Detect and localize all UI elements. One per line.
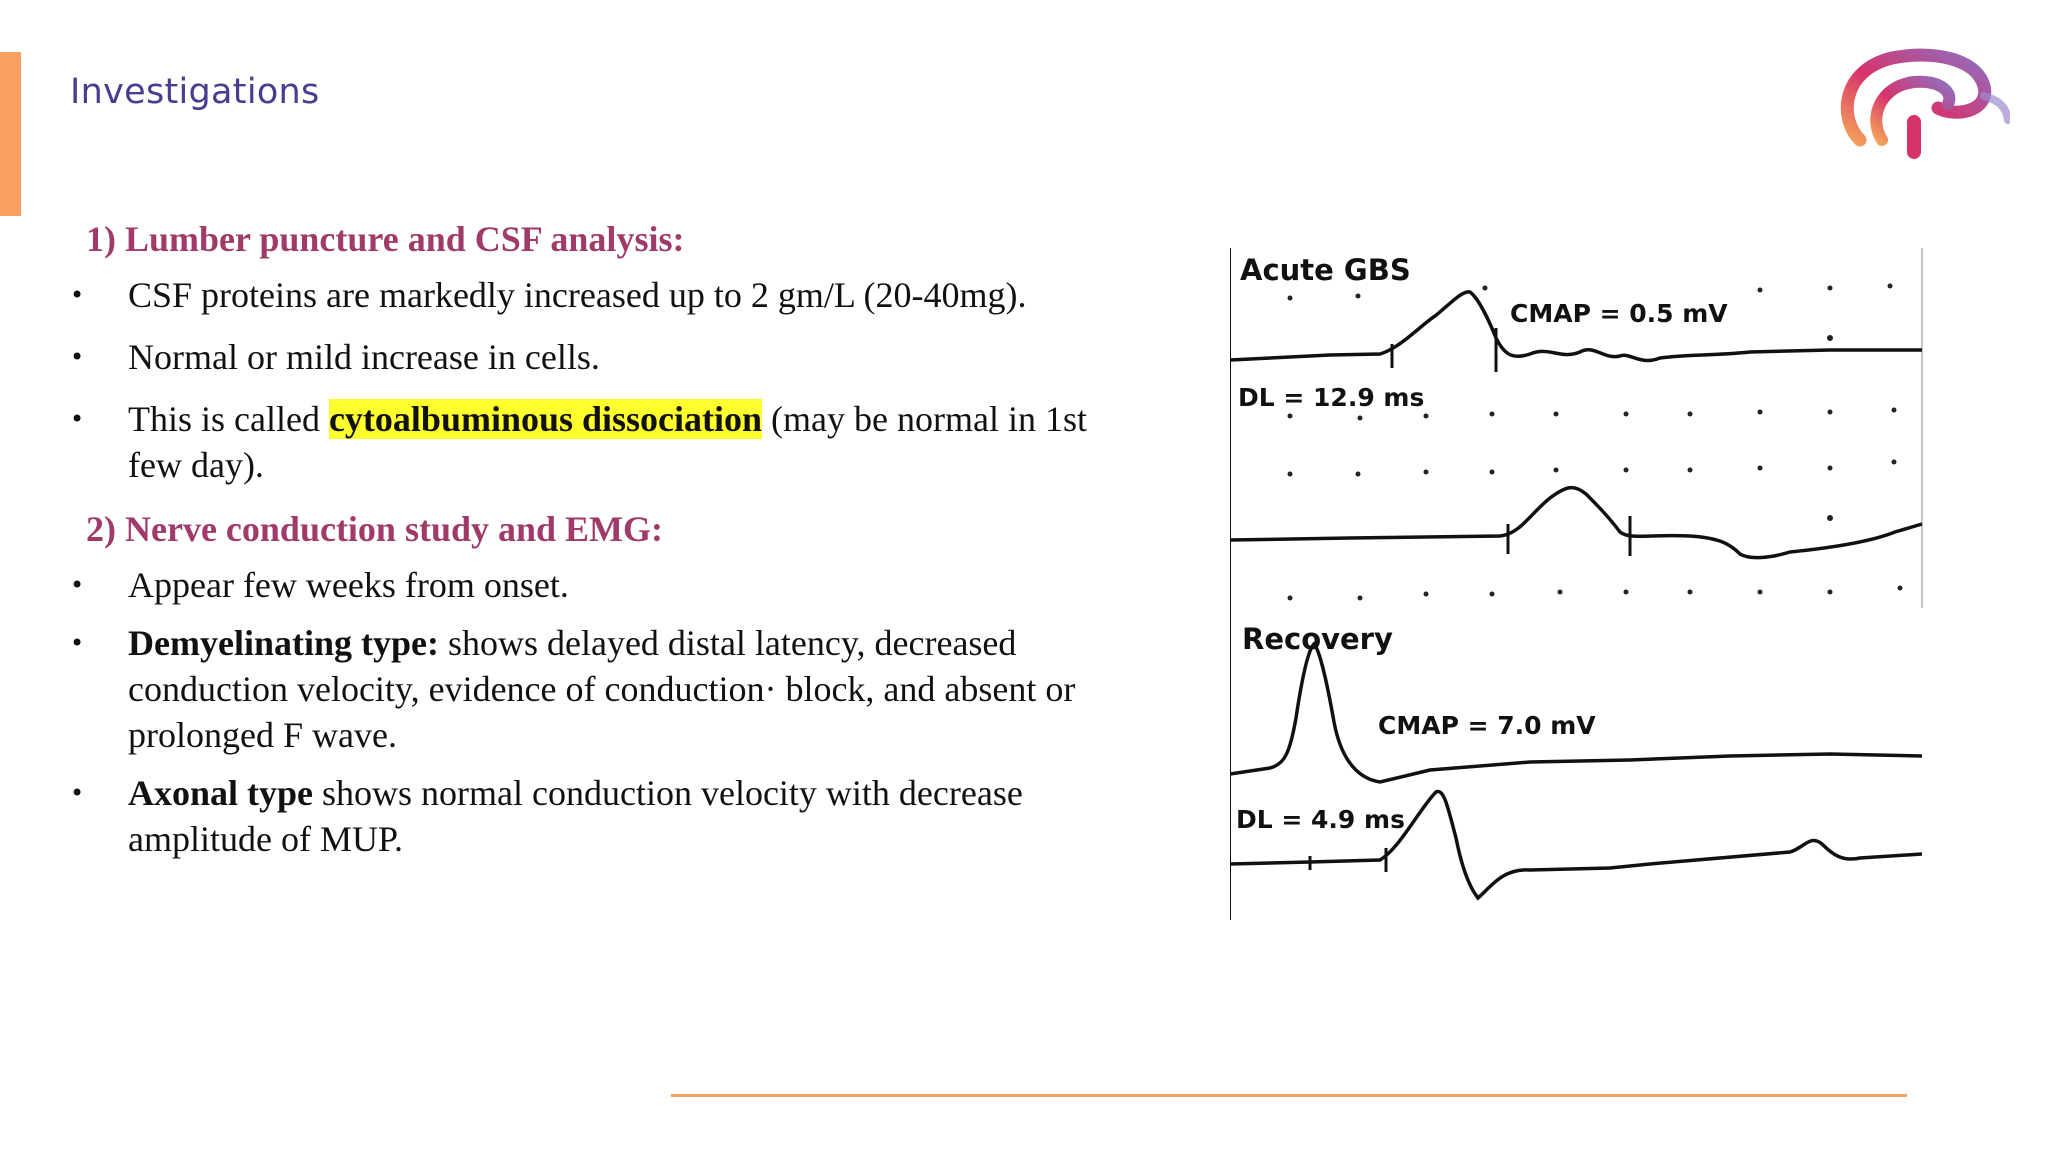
list-item-text: shows normal conduction velocity with decrease xyxy=(313,773,1023,813)
bullet-icon: • xyxy=(70,571,85,599)
label-acute-gbs: Acute GBS xyxy=(1240,253,1411,287)
list-item xyxy=(70,620,1075,758)
list-item-text: prolonged F wave. xyxy=(128,715,397,755)
list-item-text: CSF proteins are markedly increased up to 2 gm/L (20-40mg). xyxy=(128,275,1027,315)
label-cmap-acute: CMAP = 0.5 mV xyxy=(1510,299,1728,328)
term-demyelinating: Demyelinating type: xyxy=(128,623,439,663)
bullet-icon: • xyxy=(70,405,85,433)
list-item-text: Appear few weeks from onset. xyxy=(128,565,569,605)
list-item-text: amplitude of MUP. xyxy=(128,819,403,859)
list-item xyxy=(70,770,1075,862)
label-cmap-recovery: CMAP = 7.0 mV xyxy=(1378,711,1596,740)
slide-title: Investigations xyxy=(70,72,320,112)
list-item-text: (may be normal in 1st xyxy=(762,399,1087,439)
term-axonal: Axonal type xyxy=(128,773,314,813)
label-recovery: Recovery xyxy=(1242,622,1393,656)
list-item-text: shows delayed distal latency, decreased xyxy=(438,623,1017,663)
list-item xyxy=(70,272,1087,318)
bullet-icon: • xyxy=(70,779,85,807)
list-item xyxy=(70,396,1087,488)
section-heading-nerve-conduction: 2) Nerve conduction study and EMG: xyxy=(86,509,664,549)
list-item-text: few day). xyxy=(128,445,264,485)
section-heading-lumbar-puncture: 1) Lumber puncture and CSF analysis: xyxy=(86,219,685,259)
label-dl-recovery: DL = 4.9 ms xyxy=(1236,805,1405,834)
accent-bar xyxy=(0,52,21,216)
bullet-icon: • xyxy=(70,281,85,309)
grid-dots xyxy=(1288,284,1903,601)
acute-trace-1-markers xyxy=(1392,328,1496,372)
label-dl-acute: DL = 12.9 ms xyxy=(1238,383,1425,412)
brain-logo-icon xyxy=(1830,48,2010,166)
list-item xyxy=(70,562,1075,608)
bullet-icon: • xyxy=(70,629,85,657)
highlighted-term: cytoalbuminous dissociation xyxy=(328,399,763,439)
footer-divider xyxy=(671,1094,1907,1097)
ncs-findings-list xyxy=(70,562,1075,862)
list-item-text: conduction velocity, evidence of conduction· block, and absent or xyxy=(128,669,1076,709)
csf-findings-list xyxy=(70,272,1087,488)
list-item xyxy=(70,334,1087,380)
acute-trace-2 xyxy=(1230,488,1922,558)
bullet-icon: • xyxy=(70,343,85,371)
list-item-text: This is called xyxy=(128,399,329,439)
list-item-text: Normal or mild increase in cells. xyxy=(128,337,600,377)
nerve-conduction-figure xyxy=(1230,248,1924,920)
